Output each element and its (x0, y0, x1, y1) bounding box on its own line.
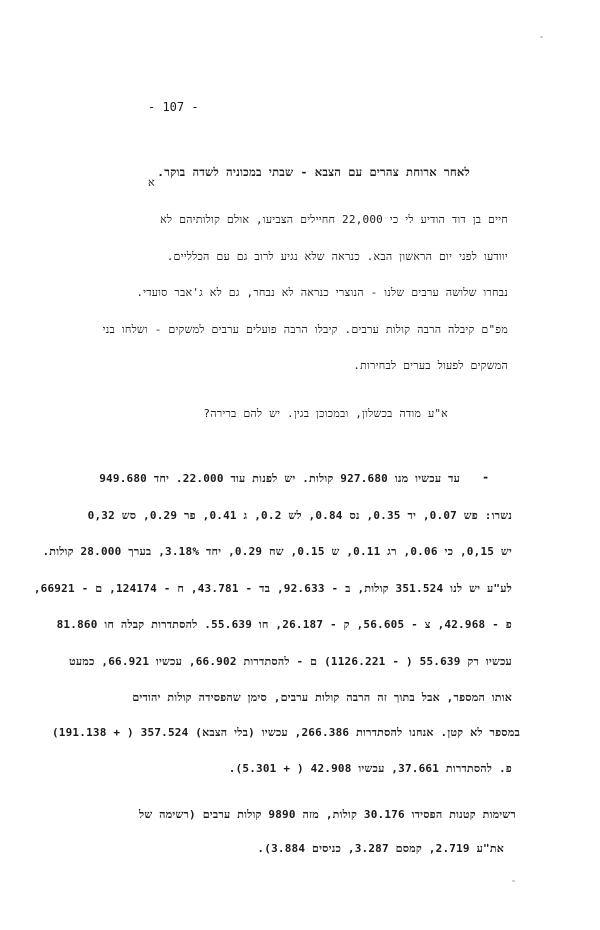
scan-speck (540, 36, 543, 38)
paragraph-1-line: מפ"ם קיבלה הרבה קולות ערבים. קיבלו הרבה פועלים ערבים למשקים - ושלחו בני (102, 323, 508, 336)
paragraph-3-line: רשימות קטנות הפסידו 30.176 קולות, מזה 9890 קולות ערבים (רשימה של (138, 808, 516, 821)
paragraph-1-line: יוודעו לפני יום הראשון הבא. כנראה שלא נגיע לרוב גם עם הכלליים. (166, 250, 508, 263)
paragraph-2-line: עכשיו רק 55.639 ( - 1126.221) ם - להסתדרות 66.902, עכשיו 66.921, כמעט (68, 655, 512, 668)
paragraph-2-line: במספר לא קטן. אנחנו להסתדרות 266.386, עכשיו (בלי הצבא) 357.524 ( + 191.138) (51, 726, 520, 739)
heading-mark: א (148, 176, 155, 189)
paragraph-2-line: פ - 42.968, צ - 56.605, ק - 26.187, חו 55.639. להסתדרות קבלה חו 81.860 (56, 618, 512, 631)
paragraph-2-line: אותו המספר, אבל בתוך זה הרבה קולות ערבים, סימן שהפסידה קולות יהודים (132, 691, 512, 704)
question-line: א"ע מודה בכשלון, ובמכוכן בגין. יש להם ברירה? (203, 407, 448, 420)
paragraph-2-line: עד עכשיו מנו 927.680 קולות. יש לפנות עוד 22.000. יחד 949.680 (99, 472, 460, 485)
paragraph-2-line: נשרו: פש 0.07, יד 0.35, נס 0.84, לש 0.2, ג 0.41, פר 0.29, סש 0,32 (87, 509, 512, 522)
paragraph-2-line: פ. להסתדרות 37.661, עכשיו 42.908 ( + 5.301). (228, 762, 512, 775)
heading: לאחר ארוחת צהרים עם הצבא - שבתי במכוניה לשדה בוקר. (157, 165, 470, 179)
paragraph-2-line: יש 0,15, כי 0.06, רג 0.11, ש 0.15, שח 0.29, יחד 3.18%, בערך 28.000 קולות. (42, 545, 512, 558)
paragraph-3-line: את"ע 2.719, קמסם 3.287, כניסים 3.884). (257, 842, 504, 855)
scan-speck (512, 880, 515, 882)
paragraph-1-line: המשקים לפעול בערים לבחירות. (353, 359, 508, 372)
paragraph-1-line: חיים בן דוד הודיע לי כי 22,000 חחיילים הצביעו, אולם קולותיהם לא (160, 213, 508, 226)
paragraph-1-line: נבחרו שלושה ערבים שלנו - הנוצרי כנראה לא נבחר, גם לא ג'אבר סועדי. (136, 286, 508, 299)
page-number: - 107 - (148, 100, 199, 114)
paragraph-2-line: לע"ע יש לנו 351.524 קולות, ב - 92.633, בד - 43.781, ח - 124174, ם - 66921, (33, 582, 512, 595)
paragraph-2-dash: - (482, 470, 490, 484)
